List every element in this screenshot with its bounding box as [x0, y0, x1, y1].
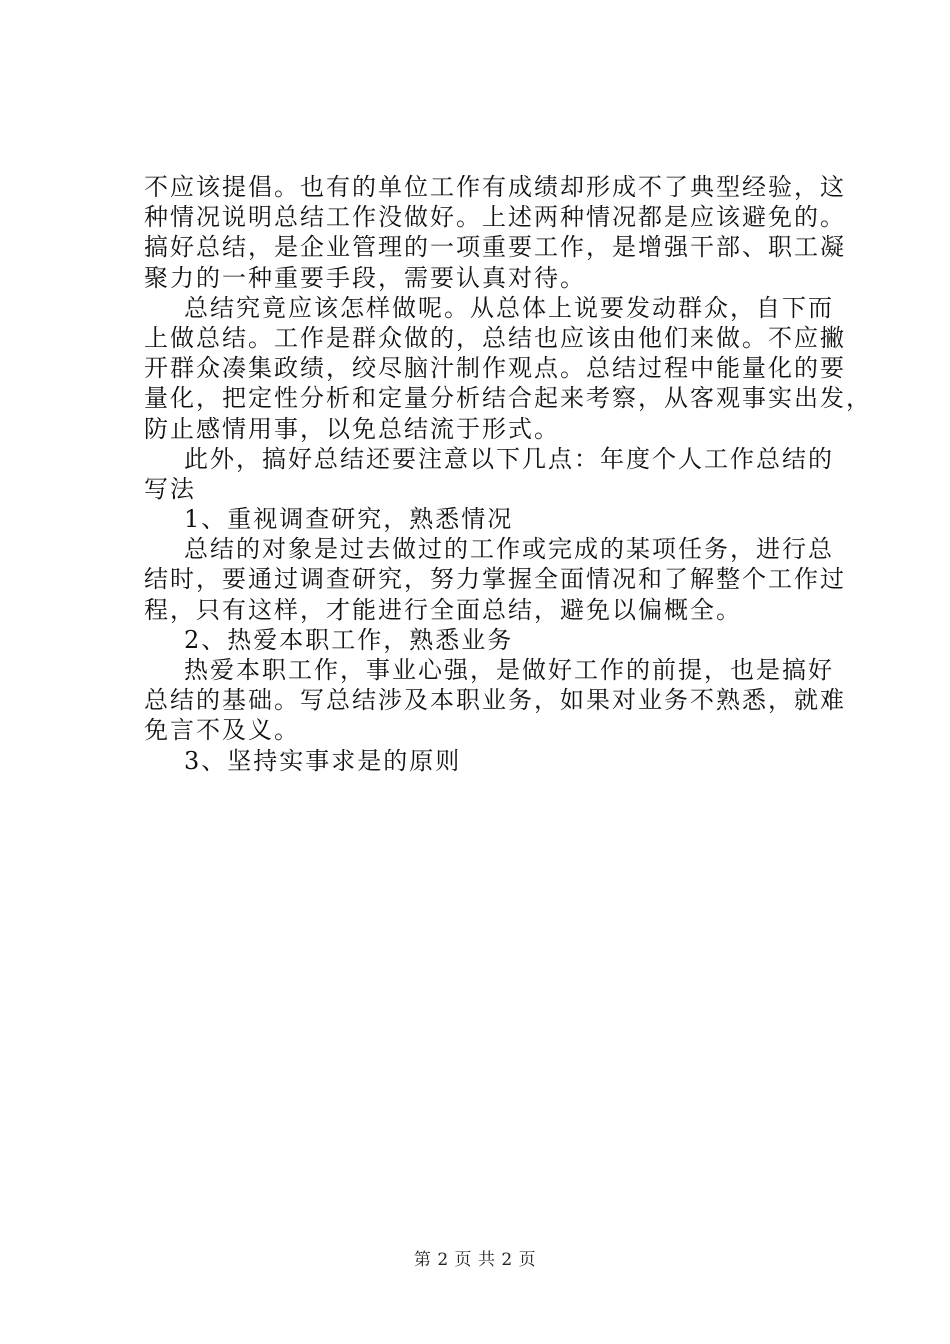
paragraph-start-line: 总结究竟应该怎样做呢。从总体上说要发动群众，自下而 — [184, 293, 834, 322]
section-heading-3: 3、坚持实事求是的原则 — [184, 746, 462, 775]
section-heading-2: 2、热爱本职工作，熟悉业务 — [184, 625, 514, 654]
text-line: 开群众凑集政绩，绞尽脑汁制作观点。总结过程中能量化的要 — [144, 354, 846, 383]
document-body — [144, 172, 872, 776]
text-line: 免言不及义。 — [144, 716, 300, 745]
text-line: 总结的基础。写总结涉及本职业务，如果对业务不熟悉，就难 — [144, 686, 846, 715]
text-line: 写法 — [144, 474, 196, 503]
section-heading-1: 1、重视调查研究，熟悉情况 — [184, 505, 514, 534]
text-line: 聚力的一种重要手段，需要认真对待。 — [144, 263, 586, 292]
text-line: 结时，要通过调查研究，努力掌握全面情况和了解整个工作过 — [144, 565, 846, 594]
paragraph-start-line: 总结的对象是过去做过的工作或完成的某项任务，进行总 — [184, 535, 834, 564]
page-number-footer: 第 2 页 共 2 页 — [413, 1250, 537, 1270]
text-line: 程，只有这样，才能进行全面总结，避免以偏概全。 — [144, 595, 742, 624]
text-line: 量化，把定性分析和定量分析结合起来考察，从客观事实出发， — [144, 384, 872, 413]
paragraph-start-line: 热爱本职工作，事业心强，是做好工作的前提，也是搞好 — [184, 656, 834, 684]
text-line: 搞好总结，是企业管理的一项重要工作，是增强干部、职工凝 — [144, 233, 846, 262]
paragraph-start-line: 此外，搞好总结还要注意以下几点：年度个人工作总结的 — [184, 444, 834, 473]
text-line: 种情况说明总结工作没做好。上述两种情况都是应该避免的。 — [144, 203, 846, 232]
text-line: 防止感情用事，以免总结流于形式。 — [144, 414, 560, 443]
text-line: 不应该提倡。也有的单位工作有成绩却形成不了典型经验，这 — [144, 173, 846, 201]
text-line: 上做总结。工作是群众做的，总结也应该由他们来做。不应撇 — [144, 323, 846, 352]
